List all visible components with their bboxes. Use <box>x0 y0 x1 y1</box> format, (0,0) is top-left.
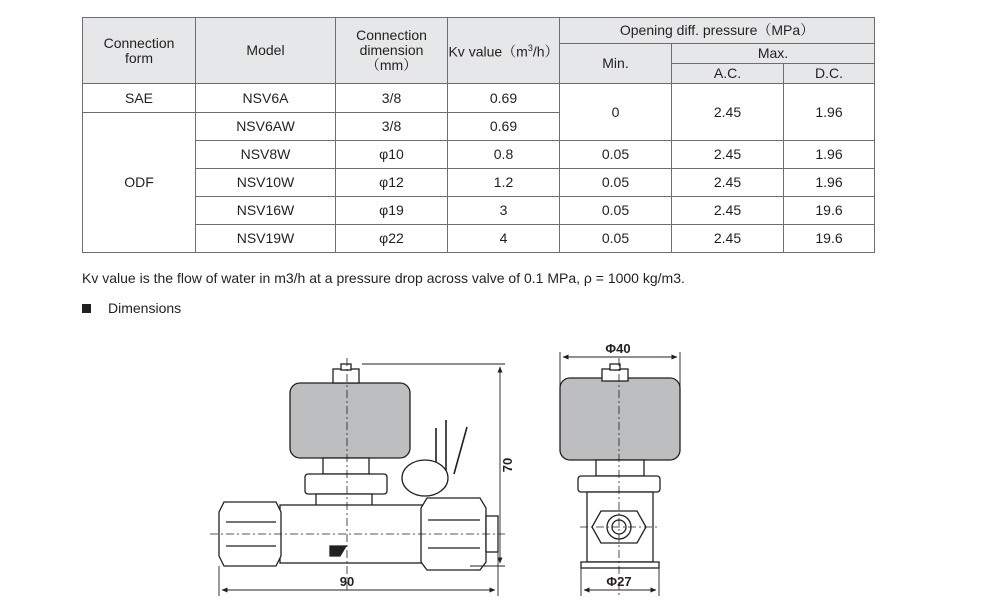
cell-min: 0 <box>560 84 672 141</box>
cell-ac: 2.45 <box>672 84 784 141</box>
dimensions-title: Dimensions <box>108 300 182 316</box>
cell-form: ODF <box>83 113 196 253</box>
header-connection-dimension: Connection dimension （mm） <box>336 18 448 84</box>
cell-dimension: φ10 <box>336 141 448 169</box>
cell-dimension: 3/8 <box>336 84 448 113</box>
cell-kv: 3 <box>448 197 560 225</box>
header-max: Max. <box>672 44 875 64</box>
coil-housing-front <box>290 383 410 458</box>
cell-model: NSV8W <box>196 141 336 169</box>
cell-kv: 0.8 <box>448 141 560 169</box>
header-min: Min. <box>560 44 672 84</box>
cell-ac: 2.45 <box>672 197 784 225</box>
header-dc: D.C. <box>784 64 875 84</box>
cell-model: NSV6A <box>196 84 336 113</box>
cell-dc: 1.96 <box>784 84 875 141</box>
cell-dc: 19.6 <box>784 197 875 225</box>
kv-footnote: Kv value is the flow of water in m3/h at a pressure drop across valve of 0.1 MPa, ρ = 1000 kg/m3. <box>82 270 685 286</box>
cell-ac: 2.45 <box>672 225 784 253</box>
cell-dimension: φ19 <box>336 197 448 225</box>
cell-min: 0.05 <box>560 169 672 197</box>
height-label: 70 <box>500 457 515 473</box>
cell-dimension: φ22 <box>336 225 448 253</box>
header-ac: A.C. <box>672 64 784 84</box>
cell-model: NSV16W <box>196 197 336 225</box>
cell-dimension: 3/8 <box>336 113 448 141</box>
cell-ac: 2.45 <box>672 169 784 197</box>
header-connection-form: Connection form <box>83 18 196 84</box>
cell-model: NSV6AW <box>196 113 336 141</box>
cell-model: NSV10W <box>196 169 336 197</box>
cell-dc: 19.6 <box>784 225 875 253</box>
cell-form: SAE <box>83 84 196 113</box>
cell-min: 0.05 <box>560 141 672 169</box>
valve-side-view <box>560 358 680 596</box>
top-diameter-label: Φ40 <box>605 341 631 356</box>
cell-dc: 1.96 <box>784 141 875 169</box>
cell-kv: 0.69 <box>448 113 560 141</box>
cell-kv: 1.2 <box>448 169 560 197</box>
coil-housing-side <box>560 378 680 460</box>
cell-model: NSV19W <box>196 225 336 253</box>
cell-kv: 0.69 <box>448 84 560 113</box>
header-opening-pressure: Opening diff. pressure（MPa） <box>560 18 875 44</box>
cell-kv: 4 <box>448 225 560 253</box>
width-label: 90 <box>339 574 355 589</box>
cell-min: 0.05 <box>560 197 672 225</box>
header-kv-value: Kv $value(m^3/h)$ <box>448 18 560 84</box>
cell-ac: 2.45 <box>672 141 784 169</box>
valve-front-view <box>210 358 505 590</box>
cell-dc: 1.96 <box>784 169 875 197</box>
cell-min: 0.05 <box>560 225 672 253</box>
header-model: Model <box>196 18 336 84</box>
cell-dimension: φ12 <box>336 169 448 197</box>
bottom-diameter-label: Φ27 <box>606 574 632 589</box>
